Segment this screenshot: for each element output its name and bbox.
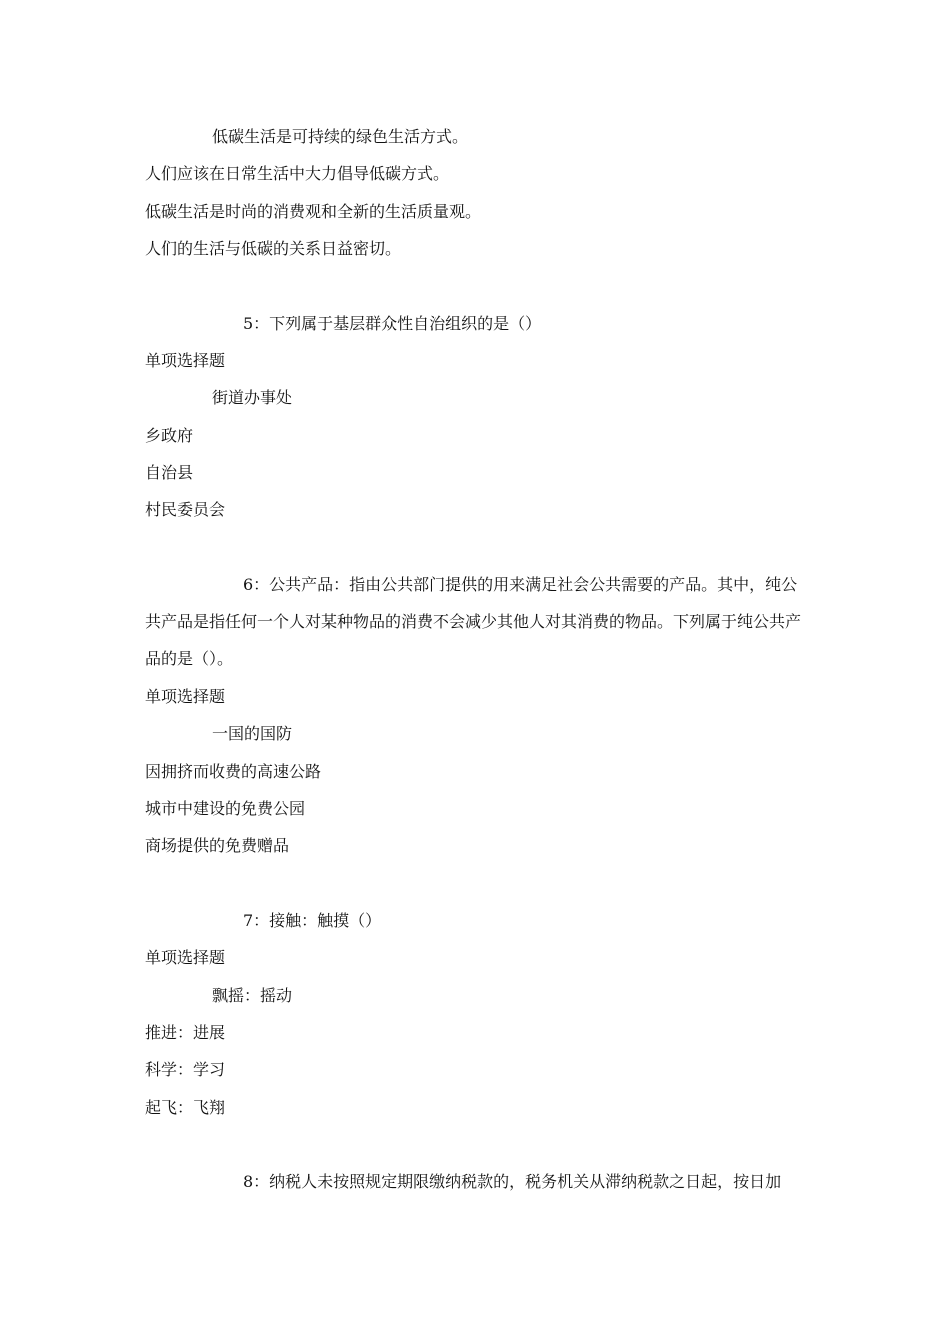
prev-option-b: 人们应该在日常生活中大力倡导低碳方式。	[145, 164, 450, 183]
prev-option-c: 低碳生活是时尚的消费观和全新的生活质量观。	[145, 202, 482, 221]
question-7-option-a: 飘摇：摇动	[212, 986, 293, 1005]
question-5-option-b: 乡政府	[145, 426, 194, 445]
prev-option-a: 低碳生活是可持续的绿色生活方式。	[212, 127, 469, 146]
question-7-stem: 7：接触：触摸（）	[243, 911, 382, 930]
question-8-stem: 8：纳税人未按照规定期限缴纳税款的，税务机关从滞纳税款之日起，按日加	[243, 1172, 782, 1191]
question-5-stem: 5：下列属于基层群众性自治组织的是（）	[243, 314, 542, 333]
prev-option-d: 人们的生活与低碳的关系日益密切。	[145, 239, 402, 258]
question-6-option-b: 因拥挤而收费的高速公路	[145, 762, 322, 781]
question-6-option-c: 城市中建设的免费公园	[145, 799, 306, 818]
question-6-option-d: 商场提供的免费赠品	[145, 836, 290, 855]
question-5-type: 单项选择题	[145, 351, 226, 370]
question-6-stem: 6：公共产品：指由公共部门提供的用来满足社会公共需要的产品。其中，纯公共产品是指任何一个人对某种物品的消费不会减少其他人对其消费的物品。下列属于纯公共产品的是（）。	[145, 575, 802, 668]
question-7-type: 单项选择题	[145, 948, 226, 967]
question-7-option-b: 推进：进展	[145, 1023, 226, 1042]
question-7-option-c: 科学：学习	[145, 1060, 226, 1079]
question-6-option-a: 一国的国防	[212, 724, 293, 743]
question-5-option-a: 街道办事处	[212, 388, 293, 407]
question-5-option-d: 村民委员会	[145, 500, 226, 519]
question-6-type: 单项选择题	[145, 687, 226, 706]
question-7-option-d: 起飞：飞翔	[145, 1098, 226, 1117]
question-5-option-c: 自治县	[145, 463, 194, 482]
